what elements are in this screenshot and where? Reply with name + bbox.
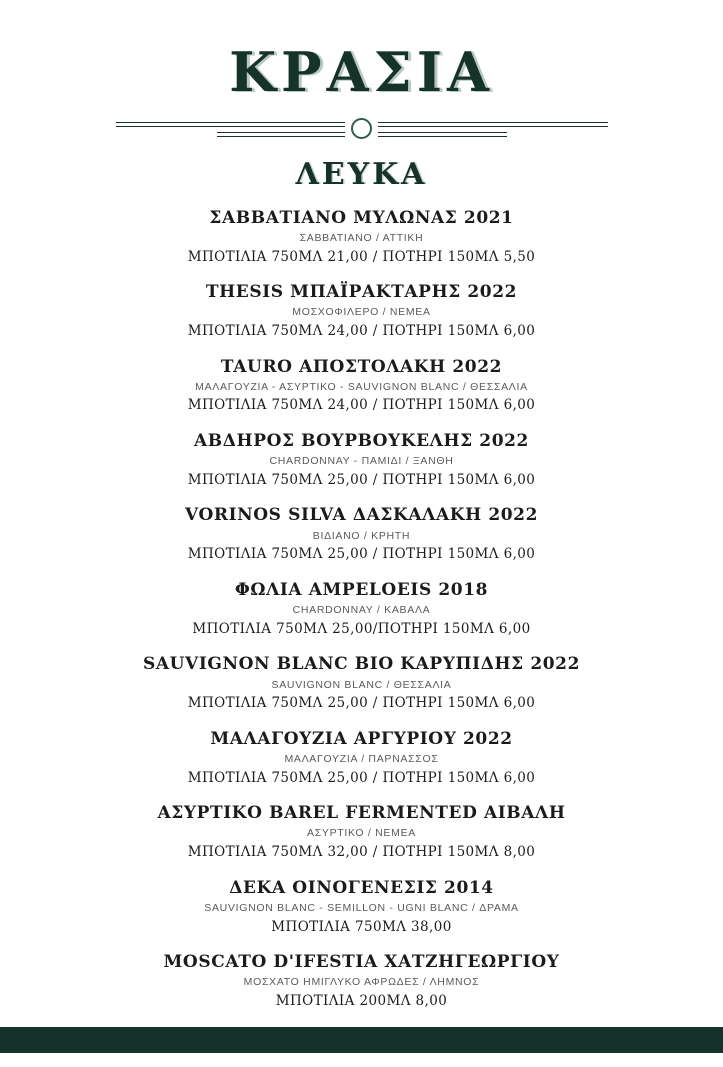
wine-price: ΜΠΟΤΙΛΙΑ 750ΜΛ 24,00 / ΠΟΤΗΡΙ 150ΜΛ 6,00	[187, 323, 536, 340]
wine-list	[40, 208, 683, 1011]
list-item	[40, 282, 683, 340]
circle-ornament-icon	[351, 118, 372, 139]
wine-price: ΜΠΟΤΙΛΙΑ 750ΜΛ 25,00 / ΠΟΤΗΡΙ 150ΜΛ 6,00	[187, 546, 536, 563]
wine-variety-region: SAUVIGNON BLANC - SEMILLON - UGNI BLANC / ΔΡΑΜΑ	[204, 901, 519, 914]
wine-name: ΦΩΛΙΑ AMPELOEIS 2018	[234, 579, 489, 600]
wine-name: MOSCATO D'IFESTIA ΧΑΤΖΗΓΕΩΡΓΙΟΥ	[163, 952, 560, 973]
list-item	[40, 729, 683, 787]
wine-variety-region: ΜΟΣΧΑΤΟ ΗΜΙΓΛΥΚΟ ΑΦΡΩΔΕΣ / ΛΗΜΝΟΣ	[243, 976, 480, 989]
wine-name: ΔΕΚΑ ΟΙΝΟΓΕΝΕΣΙΣ 2014	[229, 877, 494, 898]
wine-name: ΣΑΒΒΑΤΙΑΝΟ ΜΥΛΩΝΑΣ 2021	[209, 207, 514, 228]
wine-price: ΜΠΟΤΙΛΙΑ 750ΜΛ 38,00	[271, 918, 452, 935]
wine-variety-region: ΜΑΛΑΓΟΥΖΙΑ / ΠΑΡΝΑΣΣΟΣ	[284, 753, 439, 765]
list-item	[40, 505, 683, 563]
list-item	[40, 654, 683, 712]
wine-price: ΜΠΟΤΙΛΙΑ 750ΜΛ 25,00 / ΠΟΤΗΡΙ 150ΜΛ 6,00	[187, 695, 536, 712]
wine-variety-region: ΑΣΥΡΤΙΚΟ / ΝΕΜΕΑ	[307, 827, 416, 840]
wine-variety-region: SAUVIGNON BLANC / ΘΕΣΣΑΛΙΑ	[271, 678, 452, 691]
wine-price: ΜΠΟΤΙΛΙΑ 200ΜΛ 8,00	[275, 992, 448, 1009]
list-item	[40, 431, 683, 489]
list-item	[40, 208, 683, 266]
wine-name: ΜΑΛΑΓΟΥΖΙΑ ΑΡΓΥΡΙΟΥ 2022	[210, 728, 513, 749]
wine-price: ΜΠΟΤΙΛΙΑ 750ΜΛ 21,00 / ΠΟΤΗΡΙ 150ΜΛ 5,50	[187, 248, 536, 265]
wine-name: SAUVIGNON BLANC BIO ΚΑΡΥΠΙΔΗΣ 2022	[142, 654, 581, 675]
list-item	[40, 357, 683, 415]
section-title-white-wines: ΛΕΥΚΑ	[295, 156, 428, 192]
wine-variety-region: ΜΟΣΧΟΦΙΛΕΡΟ / ΝΕΜΕΑ	[292, 306, 431, 319]
wine-name: TAURO ΑΠΟΣΤΟΛΑΚΗ 2022	[220, 356, 503, 377]
list-item	[40, 580, 683, 638]
wine-price: ΜΠΟΤΙΛΙΑ 750ΜΛ 25,00 / ΠΟΤΗΡΙ 150ΜΛ 6,00	[187, 769, 536, 786]
list-item	[40, 952, 683, 1010]
wine-price: ΜΠΟΤΙΛΙΑ 750ΜΛ 25,00/ΠΟΤΗΡΙ 150ΜΛ 6,00	[192, 620, 531, 637]
wine-price: ΜΠΟΤΙΛΙΑ 750ΜΛ 25,00 / ΠΟΤΗΡΙ 150ΜΛ 6,00	[187, 471, 536, 488]
list-item	[40, 878, 683, 936]
wine-variety-region: ΣΑΒΒΑΤΙΑΝΟ / ΑΤΤΙΚΗ	[299, 231, 424, 244]
wine-name: ΑΣΥΡΤΙΚΟ BAREL FERMENTED ΑΙΒΑΛΗ	[157, 803, 566, 824]
wine-variety-region: ΒΙΔΙΑΝΟ / ΚΡΗΤΗ	[312, 529, 411, 542]
wine-name: THESIS ΜΠΑΪΡΑΚΤΑΡΗΣ 2022	[205, 282, 518, 303]
wine-variety-region: ΜΑΛΑΓΟΥΖΙΑ - ΑΣΥΡΤΙΚΟ - SAUVIGNON BLANC / ΘΕΣΣΑΛΙΑ	[195, 380, 528, 393]
wine-price: ΜΠΟΤΙΛΙΑ 750ΜΛ 32,00 / ΠΟΤΗΡΙ 150ΜΛ 8,00	[187, 844, 536, 861]
wine-price: ΜΠΟΤΙΛΙΑ 750ΜΛ 24,00 / ΠΟΤΗΡΙ 150ΜΛ 6,00	[187, 397, 536, 414]
footer-bar	[0, 1027, 723, 1053]
page-title: ΚΡΑΣΙΑ	[229, 40, 494, 104]
footer-gap	[0, 1053, 723, 1067]
divider-ornament	[40, 113, 683, 147]
wine-variety-region: CHARDONNAY / ΚΑΒΑΛΑ	[292, 604, 431, 617]
wine-name: ΑΒΔΗΡΟΣ ΒΟΥΡΒΟΥΚΕΛΗΣ 2022	[194, 431, 529, 451]
list-item	[40, 803, 683, 861]
wine-name: VORINOS SILVA ΔΑΣΚΑΛΑΚΗ 2022	[184, 505, 539, 526]
wine-variety-region: CHARDONNAY - ΠΑΜΙΔΙ / ΞΑΝΘΗ	[269, 455, 454, 468]
